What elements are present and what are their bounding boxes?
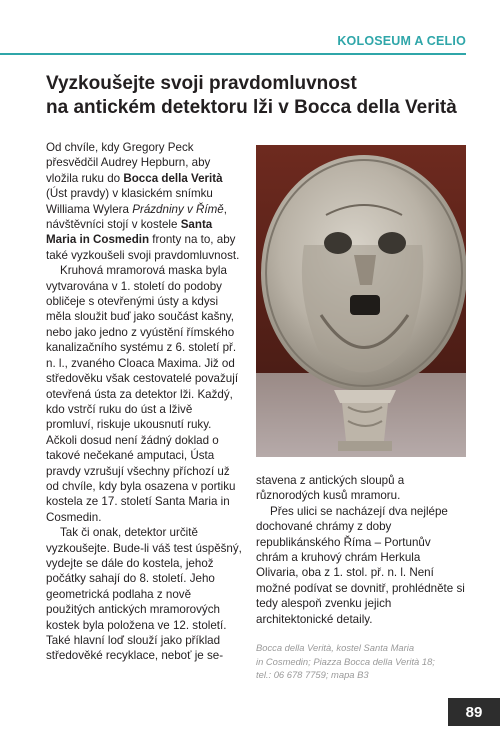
caption-line-3: tel.: 06 678 7759; mapa B3	[256, 669, 369, 680]
caption-line-2: in Cosmedin; Piazza Bocca della Verità 18;	[256, 655, 435, 667]
photo-caption	[256, 641, 462, 682]
paragraph-4: Přes ulici se nacházejí dva nejlépe dochované chrámy z doby republikánského Říma – Portunův chrám a kruhový chrám Herkula Olivaria, oba z 1. stol. př. n. l. Není možné podívat se dovnitř, prohlédněte si tedy alespoň zvenku jejich architektonické detaily.	[256, 504, 465, 626]
title-line-2: na antickém detektoru lži v Bocca della Verità	[46, 97, 457, 118]
page-number: 89	[448, 698, 500, 726]
text-column-right	[256, 473, 466, 627]
p1-text-e: fronty na to, aby také vyzkoušeli svoji pravdomluvnost.	[46, 233, 240, 262]
title-line-1: Vyzkoušejte svoji pravdomluvnost	[46, 73, 357, 94]
church-name-bold: Santa Maria in Cosmedin	[46, 218, 213, 247]
p1-text-c: (Úst pravdy) v klasickém snímku Williama Wylera	[46, 187, 213, 216]
film-title: Prázdniny v Římě	[132, 202, 224, 216]
caption-line-1: Bocca della Verità, kostel Santa Maria	[256, 642, 415, 653]
paragraph-1	[46, 140, 242, 263]
bocca-della-verita-bold: Bocca della Verità	[123, 171, 223, 185]
paragraph-2: Kruhová mramorová maska byla vytvarována v 1. století do podoby obličeje s otevřenými ústy a kdysi měla sloužit buď jako součást kašny, nebo jako jedno z vyústění římského kanalizačního systému z 6. století př. n. l., zvaného Cloaca Maxima. Již od středověku však cestovatelé považují otevřená ústa za detektor lži. Každý, kdo vstrčí ruku do úst a lživě promluví, riskuje ukousnutí ruky. Ačkoli dosud není žádný doklad o takové nečekané amputaci, Ústa pravdy vzrušují všechny příchozí už od chvíle, kdy byla osazena v portiku kostela ze 17. století Santa Maria in Cosmedin.	[46, 264, 239, 524]
p1-text-d: , návštěvníci stojí v kostele	[46, 202, 227, 232]
text-column-left	[46, 140, 242, 664]
section-title: KOLOSEUM A CELIO	[337, 34, 466, 48]
paragraph-3: Tak či onak, detektor určitě vyzkoušejte. Bude-li váš test úspěšný, vydejte se dále do kostela, jehož počátky sahají do 8. století. Jeho geometrická podlaha z nově použitých antických mramorových kostek byla položena ve 12. století. Také hlavní loď slouží jako příklad středověké recyklace, neboť je se-	[46, 526, 242, 663]
article-title	[46, 72, 466, 120]
paragraph-3-continued: stavena z antických sloupů a různorodých kusů mramoru.	[256, 474, 405, 503]
p1-text-a: Od chvíle, kdy Gregory Peck přesvědčil Audrey Hepburn, aby vložila ruku do	[46, 141, 211, 185]
bocca-della-verita-photo	[256, 145, 466, 457]
